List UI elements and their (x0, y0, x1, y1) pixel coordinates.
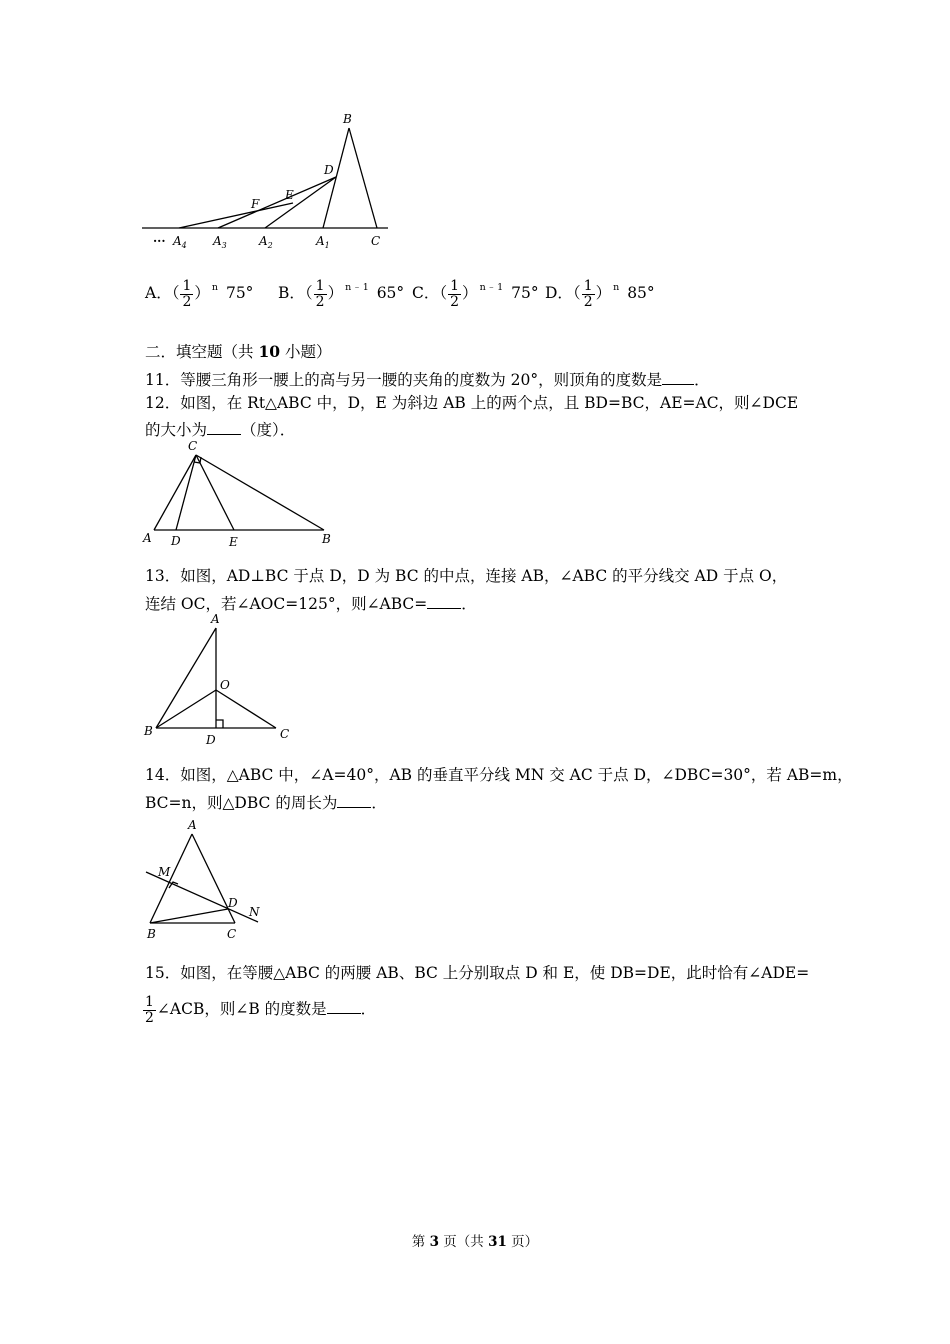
label-D: D (324, 163, 334, 177)
figure-q13 (140, 610, 300, 750)
label-C: C (188, 439, 198, 453)
question-15-line1: 15．如图，在等腰△ABC 的两腰 AB、BC 上分别取点 D 和 E，使 DB=DE，此时恰有∠ADE= (145, 964, 810, 982)
question-13-line1: 13．如图，AD⊥BC 于点 D，D 为 BC 的中点，连接 AB，∠ABC 的平分线交 AD 于点 O， (145, 567, 788, 585)
question-14-line1: 14．如图，△ABC 中，∠A=40°，AB 的垂直平分线 MN 交 AC 于点 D，∠DBC=30°，若 AB=m， (145, 766, 853, 784)
figure-q14 (140, 812, 270, 947)
figure-q12 (140, 436, 340, 551)
label-B: B (147, 927, 156, 941)
label-C: C (280, 727, 290, 741)
option-b: B．（ $\frac{1}{2}$ ） $^{n﹣1}$ 65° (278, 277, 405, 310)
question-12-line1: 12．如图，在 Rt△ABC 中，D，E 为斜边 AB 上的两个点，且 BD=BC，AE=AC，则∠DCE (145, 394, 799, 412)
question-14-line2: BC=n，则△DBC 的周长为 ． (145, 791, 387, 813)
label-B: B (343, 112, 352, 126)
label-F: F (251, 197, 260, 211)
label-B: B (144, 724, 153, 738)
label-D: D (171, 534, 181, 548)
question-15-line2: $\frac{1}{2}$ ∠ACB，则∠B 的度数是 ． (145, 993, 377, 1026)
answer-blank[interactable] (327, 997, 361, 1014)
answer-blank[interactable] (662, 368, 694, 385)
label-A3: $A_3$ (213, 234, 227, 250)
question-13-line2: 连结 OC，若∠AOC=125°，则∠ABC= ． (145, 592, 477, 614)
label-E: E (229, 535, 238, 549)
label-O: O (220, 678, 230, 692)
label-A: A (211, 612, 220, 626)
label-D: D (206, 733, 216, 747)
label-A1: $A_1$ (316, 234, 330, 250)
page-footer: 第 3 页（共 31 页） (411, 1234, 539, 1250)
question-12-line2: 的大小为 （度）． (145, 418, 295, 440)
label-A: A (188, 818, 197, 832)
option-c: C．（ $\frac{1}{2}$ ） $^{n﹣1}$ 75° (412, 277, 539, 310)
label-E: E (285, 188, 294, 202)
question-11: 11．等腰三角形一腰上的高与另一腰的夹角的度数为 20°，则顶角的度数是 ． (145, 368, 710, 390)
answer-blank[interactable] (207, 418, 241, 435)
answer-blank[interactable] (337, 791, 371, 808)
label-N: N (249, 905, 260, 919)
label-A4: $A_4$ (173, 234, 187, 250)
section-heading: 二．填空题（共 10 小题） (145, 342, 332, 361)
label-B: B (322, 532, 331, 546)
answer-blank[interactable] (427, 592, 461, 609)
label-C: C (371, 234, 381, 248)
figure-q10 (140, 108, 400, 253)
label-A: A (143, 531, 152, 545)
label-M: M (158, 865, 171, 879)
label-C: C (227, 927, 237, 941)
option-a: A．（ $\frac{1}{2}$ ） $^n$ 75° (145, 277, 254, 310)
label-dots: ··· (153, 234, 166, 248)
label-A2: $A_2$ (259, 234, 273, 250)
label-D: D (228, 896, 238, 910)
option-d: D．（ $\frac{1}{2}$ ） $^n$ 85° (545, 277, 655, 310)
